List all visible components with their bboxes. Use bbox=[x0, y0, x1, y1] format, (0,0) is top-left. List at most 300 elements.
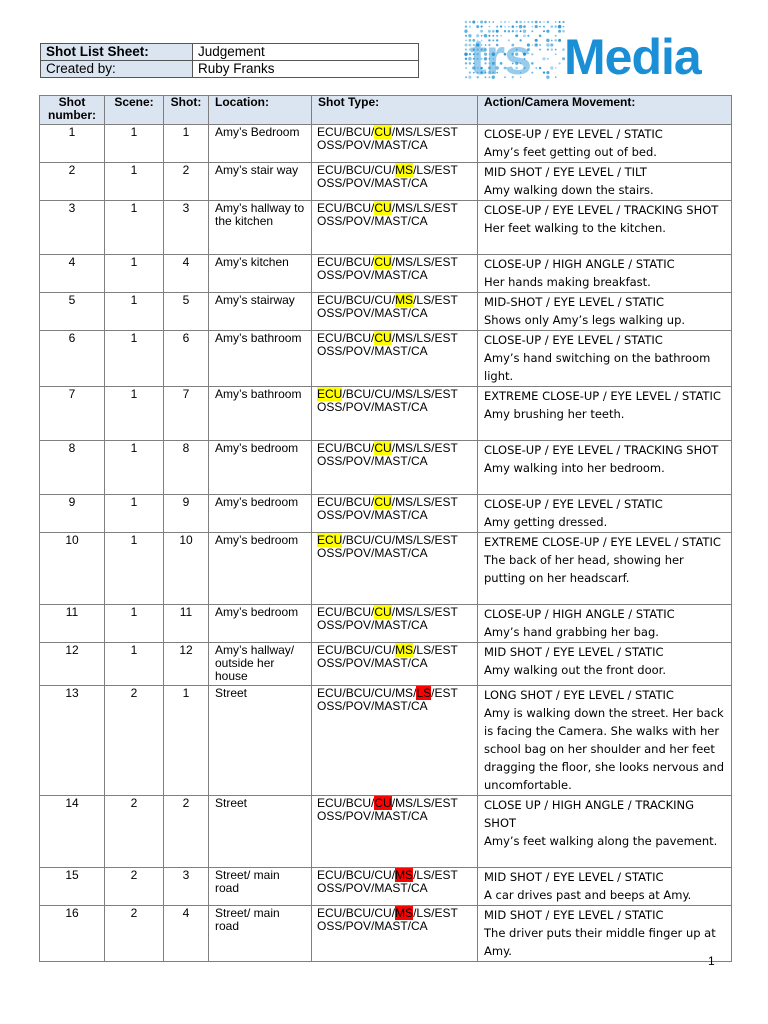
shot-cell: 4 bbox=[164, 255, 209, 293]
scene-cell: 1 bbox=[105, 293, 164, 331]
shot-type-cell bbox=[312, 255, 478, 293]
logo-dot bbox=[477, 21, 478, 22]
logo-dot bbox=[546, 39, 549, 42]
logo-dot bbox=[555, 67, 556, 68]
shot-number-cell: 16 bbox=[40, 906, 105, 962]
shot-type-option: ECU bbox=[317, 643, 343, 657]
logo-prefix-text: trs bbox=[470, 29, 531, 84]
shot-type-cell bbox=[312, 796, 478, 868]
shot-type-selected: CU bbox=[374, 201, 392, 215]
shot-type-selected: MS bbox=[395, 643, 414, 657]
action-cell bbox=[478, 796, 732, 868]
shot-type-option: EST bbox=[434, 331, 458, 345]
logo-dot bbox=[465, 48, 467, 50]
action-heading: EXTREME CLOSE-UP / EYE LEVEL / STATIC bbox=[484, 389, 721, 403]
action-heading: CLOSE-UP / EYE LEVEL / STATIC bbox=[484, 497, 663, 511]
shot-type-option: BCU bbox=[345, 125, 372, 139]
action-heading: CLOSE-UP / HIGH ANGLE / STATIC bbox=[484, 607, 675, 621]
logo-dot bbox=[531, 53, 534, 56]
shot-type-option: MS bbox=[395, 533, 414, 547]
action-heading: CLOSE-UP / EYE LEVEL / TRACKING SHOT bbox=[484, 443, 719, 457]
shot-cell: 1 bbox=[164, 686, 209, 796]
shot-type-option: BCU bbox=[345, 441, 372, 455]
action-heading: MID SHOT / EYE LEVEL / STATIC bbox=[484, 645, 664, 659]
location-cell: Street/ main road bbox=[209, 868, 312, 906]
shot-cell: 4 bbox=[164, 906, 209, 962]
page-number: 1 bbox=[708, 954, 715, 968]
shot-number-cell: 2 bbox=[40, 163, 105, 201]
logo-dot bbox=[551, 40, 553, 42]
shot-type-option: BCU bbox=[345, 201, 372, 215]
shot-type-option: ECU bbox=[317, 255, 343, 269]
shot-type-option: EST bbox=[434, 163, 458, 177]
logo-dot bbox=[547, 58, 549, 60]
shot-type-option: CU bbox=[374, 643, 392, 657]
shot-type-option: BCU bbox=[345, 163, 372, 177]
shot-cell: 2 bbox=[164, 796, 209, 868]
shot-row bbox=[40, 293, 732, 331]
logo-dot bbox=[504, 21, 506, 23]
col-action: Action/Camera Movement: bbox=[478, 96, 732, 125]
action-description: Amy walking into her bedroom. bbox=[484, 461, 665, 475]
scene-cell: 2 bbox=[105, 906, 164, 962]
shot-type-option: BCU bbox=[345, 605, 372, 619]
shot-type-option: EST bbox=[434, 201, 458, 215]
action-heading: EXTREME CLOSE-UP / EYE LEVEL / STATIC bbox=[484, 535, 721, 549]
shot-type-selected: MS bbox=[395, 293, 414, 307]
shot-type-selected: ECU bbox=[317, 387, 343, 401]
action-description: The back of her head, showing her putting on her headscarf. bbox=[484, 553, 684, 585]
logo-dot bbox=[465, 62, 467, 64]
shot-type-option: EST bbox=[434, 643, 458, 657]
logo-dot bbox=[492, 21, 494, 23]
logo-dot bbox=[539, 44, 541, 46]
logo-dot bbox=[555, 76, 557, 78]
shot-type-option: CU bbox=[374, 868, 392, 882]
scene-cell: 2 bbox=[105, 796, 164, 868]
shot-type-option: ECU bbox=[317, 125, 343, 139]
shot-type-option: BCU bbox=[345, 331, 372, 345]
action-description: Amy’s hand switching on the bathroom light. bbox=[484, 351, 711, 383]
shot-type-selected: MS bbox=[395, 906, 414, 920]
shot-row bbox=[40, 201, 732, 255]
logo-dot bbox=[519, 25, 523, 29]
logo-dot bbox=[508, 26, 510, 28]
logo-dot bbox=[550, 25, 553, 28]
scene-cell: 1 bbox=[105, 643, 164, 686]
shot-type-options-line-2: OSS/POV/MAST/CA bbox=[317, 618, 428, 632]
logo-dot bbox=[524, 21, 526, 23]
shot-type-options-line-2: OSS/POV/MAST/CA bbox=[317, 306, 428, 320]
logo-dot bbox=[551, 48, 553, 50]
action-description: Amy brushing her teeth. bbox=[484, 407, 625, 421]
shot-cell: 3 bbox=[164, 868, 209, 906]
shot-type-option: LS bbox=[416, 796, 432, 810]
logo-dot bbox=[550, 66, 553, 69]
shot-number-cell: 9 bbox=[40, 495, 105, 533]
logo-dot bbox=[558, 39, 561, 42]
action-heading: CLOSE-UP / EYE LEVEL / TRACKING SHOT bbox=[484, 203, 719, 217]
shot-type-option: ECU bbox=[317, 495, 343, 509]
logo-dot bbox=[469, 26, 471, 28]
sheet-title: Judgement bbox=[193, 44, 419, 61]
shot-cell: 6 bbox=[164, 331, 209, 387]
shot-type-option: BCU bbox=[345, 255, 372, 269]
shot-row bbox=[40, 125, 732, 163]
shot-type-option: EST bbox=[434, 906, 458, 920]
shot-type-options-line: ECU/BCU/CU/MS/LS/EST bbox=[317, 255, 458, 269]
shot-type-selected: MS bbox=[395, 868, 414, 882]
logo-dot bbox=[516, 21, 518, 23]
logo-dot bbox=[464, 30, 467, 33]
shot-type-option: LS bbox=[416, 163, 432, 177]
shot-type-cell bbox=[312, 643, 478, 686]
shot-type-option: BCU bbox=[345, 533, 372, 547]
shot-number-cell: 5 bbox=[40, 293, 105, 331]
action-description: A car drives past and beeps at Amy. bbox=[484, 888, 692, 902]
location-cell: Amy’s bathroom bbox=[209, 331, 312, 387]
logo-dot bbox=[555, 35, 557, 37]
shot-type-options-line: ECU/BCU/CU/MS/LS/EST bbox=[317, 387, 458, 401]
shot-type-options-line-2: OSS/POV/MAST/CA bbox=[317, 919, 428, 933]
scene-cell: 1 bbox=[105, 495, 164, 533]
logo-dot bbox=[546, 71, 549, 74]
scene-cell: 1 bbox=[105, 331, 164, 387]
shot-type-options-line: ECU/BCU/CU/MS/LS/EST bbox=[317, 163, 458, 177]
action-description: Amy walking down the stairs. bbox=[484, 183, 654, 197]
scene-cell: 1 bbox=[105, 533, 164, 605]
action-heading: CLOSE UP / HIGH ANGLE / TRACKING SHOT bbox=[484, 798, 695, 830]
shot-cell: 3 bbox=[164, 201, 209, 255]
action-cell bbox=[478, 441, 732, 495]
action-description: Amy walking out the front door. bbox=[484, 663, 667, 677]
shot-type-option: CU bbox=[374, 163, 392, 177]
logo-dot bbox=[543, 30, 545, 32]
logo-dot bbox=[535, 25, 538, 28]
shot-type-option: EST bbox=[434, 533, 458, 547]
shot-type-option: BCU bbox=[345, 387, 372, 401]
logo-dot bbox=[535, 67, 537, 69]
shot-number-cell: 7 bbox=[40, 387, 105, 441]
action-cell bbox=[478, 331, 732, 387]
shot-type-option: MS bbox=[395, 605, 414, 619]
logo-dot bbox=[547, 49, 549, 51]
shot-type-option: ECU bbox=[317, 163, 343, 177]
logo-dot bbox=[546, 43, 549, 46]
shot-type-option: EST bbox=[434, 868, 458, 882]
action-description: Her feet walking to the kitchen. bbox=[484, 221, 666, 235]
action-cell bbox=[478, 495, 732, 533]
location-cell: Street bbox=[209, 796, 312, 868]
shot-type-option: BCU bbox=[345, 868, 372, 882]
shot-row bbox=[40, 255, 732, 293]
action-description: Shows only Amy’s legs walking up. bbox=[484, 313, 686, 327]
logo-dot bbox=[543, 26, 545, 28]
location-cell: Amy’s hallway to the kitchen bbox=[209, 201, 312, 255]
shot-number-cell: 12 bbox=[40, 643, 105, 686]
logo-dot bbox=[489, 26, 490, 27]
logo-dot bbox=[543, 21, 545, 23]
shot-type-cell bbox=[312, 868, 478, 906]
shot-type-option: ECU bbox=[317, 906, 343, 920]
shot-type-option: EST bbox=[434, 255, 458, 269]
shot-cell: 1 bbox=[164, 125, 209, 163]
shot-type-options-line-2: OSS/POV/MAST/CA bbox=[317, 138, 428, 152]
action-heading: MID SHOT / EYE LEVEL / TILT bbox=[484, 165, 647, 179]
shot-type-option: LS bbox=[416, 201, 432, 215]
shot-type-option: LS bbox=[416, 387, 432, 401]
logo-dot bbox=[535, 21, 538, 24]
shot-number-cell: 6 bbox=[40, 331, 105, 387]
logo-dot bbox=[465, 67, 467, 69]
logo-dot bbox=[532, 44, 534, 46]
shot-type-selected: ECU bbox=[317, 533, 343, 547]
shot-type-option: CU bbox=[374, 906, 392, 920]
shot-type-option: ECU bbox=[317, 686, 343, 700]
shot-type-option: ECU bbox=[317, 605, 343, 619]
shot-number-cell: 1 bbox=[40, 125, 105, 163]
action-cell bbox=[478, 533, 732, 605]
shot-type-options-line-2: OSS/POV/MAST/CA bbox=[317, 454, 428, 468]
shot-type-option: EST bbox=[434, 125, 458, 139]
logo-dot bbox=[500, 21, 502, 23]
shot-type-option: BCU bbox=[345, 906, 372, 920]
location-cell: Street bbox=[209, 686, 312, 796]
shot-type-option: BCU bbox=[345, 796, 372, 810]
shot-type-option: EST bbox=[434, 441, 458, 455]
logo-dot bbox=[481, 26, 483, 28]
shot-type-selected: CU bbox=[374, 495, 392, 509]
shot-type-cell bbox=[312, 605, 478, 643]
shot-type-option: ECU bbox=[317, 868, 343, 882]
logo-dot bbox=[535, 43, 538, 46]
scene-cell: 2 bbox=[105, 868, 164, 906]
shot-type-option: ECU bbox=[317, 201, 343, 215]
logo-dot bbox=[550, 43, 553, 46]
location-cell: Amy’s bedroom bbox=[209, 533, 312, 605]
logo-dot bbox=[523, 25, 526, 28]
location-cell: Amy’s stair way bbox=[209, 163, 312, 201]
logo-dot bbox=[531, 72, 533, 74]
logo-dot bbox=[563, 26, 565, 28]
location-cell: Amy’s Bedroom bbox=[209, 125, 312, 163]
logo-dot bbox=[504, 26, 506, 28]
shot-cell: 9 bbox=[164, 495, 209, 533]
action-description: Her hands making breakfast. bbox=[484, 275, 651, 289]
logo-dot bbox=[558, 30, 561, 33]
shot-type-options-line: ECU/BCU/CU/MS/LS/EST bbox=[317, 643, 458, 657]
shot-type-options-line-2: OSS/POV/MAST/CA bbox=[317, 546, 428, 560]
shot-type-option: LS bbox=[416, 495, 432, 509]
sheet-info-table bbox=[40, 43, 419, 78]
logo-dot bbox=[539, 21, 541, 23]
shot-cell: 12 bbox=[164, 643, 209, 686]
logo-dot bbox=[496, 26, 498, 28]
location-cell: Amy’s bedroom bbox=[209, 495, 312, 533]
logo-dot bbox=[539, 35, 542, 38]
shot-type-option: CU bbox=[374, 686, 392, 700]
shot-type-option: EST bbox=[434, 387, 458, 401]
shot-cell: 5 bbox=[164, 293, 209, 331]
shot-row bbox=[40, 605, 732, 643]
shot-cell: 7 bbox=[164, 387, 209, 441]
shot-number-cell: 15 bbox=[40, 868, 105, 906]
sheet-label: Shot List Sheet: bbox=[41, 44, 193, 61]
shot-type-option: ECU bbox=[317, 796, 343, 810]
action-cell bbox=[478, 605, 732, 643]
shot-type-option: LS bbox=[416, 331, 432, 345]
shot-type-options-line: ECU/BCU/CU/MS/LS/EST bbox=[317, 293, 458, 307]
shot-type-options-line: ECU/BCU/CU/MS/LS/EST bbox=[317, 605, 458, 619]
col-scene: Scene: bbox=[105, 96, 164, 125]
shot-type-options-line: ECU/BCU/CU/MS/LS/EST bbox=[317, 906, 458, 920]
logo-dot bbox=[489, 21, 490, 22]
shot-type-options-line-2: OSS/POV/MAST/CA bbox=[317, 809, 428, 823]
shot-type-option: CU bbox=[374, 387, 392, 401]
shot-type-selected: CU bbox=[374, 605, 392, 619]
logo-dot bbox=[555, 21, 556, 22]
shot-type-options-line-2: OSS/POV/MAST/CA bbox=[317, 268, 428, 282]
logo-dot bbox=[527, 21, 529, 23]
logo-dot bbox=[472, 20, 475, 23]
shot-type-selected: LS bbox=[416, 686, 432, 700]
scene-cell: 1 bbox=[105, 387, 164, 441]
shot-row bbox=[40, 906, 732, 962]
logo-dot bbox=[554, 39, 556, 41]
shot-type-cell bbox=[312, 686, 478, 796]
shot-type-cell bbox=[312, 331, 478, 387]
location-cell: Amy’s hallway/ outside her house bbox=[209, 643, 312, 686]
action-description: Amy’s feet getting out of bed. bbox=[484, 145, 657, 159]
shot-type-options-line: ECU/BCU/CU/MS/LS/EST bbox=[317, 796, 458, 810]
shot-type-options-line-2: OSS/POV/MAST/CA bbox=[317, 881, 428, 895]
action-cell bbox=[478, 125, 732, 163]
action-heading: MID-SHOT / EYE LEVEL / STATIC bbox=[484, 295, 664, 309]
logo-dot bbox=[531, 62, 534, 65]
shot-row bbox=[40, 163, 732, 201]
action-description: Amy getting dressed. bbox=[484, 515, 608, 529]
shot-type-options-line-2: OSS/POV/MAST/CA bbox=[317, 656, 428, 670]
shot-number-cell: 3 bbox=[40, 201, 105, 255]
logo-dot bbox=[512, 25, 515, 28]
shot-type-selected: CU bbox=[374, 796, 392, 810]
logo-dot bbox=[464, 52, 467, 55]
shot-type-options-line: ECU/BCU/CU/MS/LS/EST bbox=[317, 686, 458, 700]
shot-type-option: MS bbox=[395, 796, 414, 810]
shot-row bbox=[40, 441, 732, 495]
shot-type-option: LS bbox=[416, 906, 432, 920]
action-cell bbox=[478, 868, 732, 906]
logo-dot bbox=[465, 35, 467, 37]
logo-dot bbox=[546, 76, 549, 79]
logo-dot bbox=[516, 26, 517, 27]
shot-type-options-line: ECU/BCU/CU/MS/LS/EST bbox=[317, 201, 458, 215]
logo-dot bbox=[469, 21, 471, 23]
shot-type-cell bbox=[312, 495, 478, 533]
scene-cell: 1 bbox=[105, 255, 164, 293]
logo-dot bbox=[465, 21, 468, 24]
shot-list-table bbox=[39, 95, 732, 962]
logo-dot bbox=[531, 21, 533, 23]
logo-dot bbox=[508, 21, 509, 22]
shot-type-option: MS bbox=[395, 387, 414, 401]
logo-suffix-text: Media bbox=[564, 29, 701, 84]
logo-dot bbox=[539, 49, 541, 51]
shot-type-option: ECU bbox=[317, 441, 343, 455]
shot-type-options-line-2: OSS/POV/MAST/CA bbox=[317, 400, 428, 414]
logo-dot bbox=[480, 20, 483, 23]
shot-type-option: MS bbox=[395, 201, 414, 215]
action-heading: LONG SHOT / EYE LEVEL / STATIC bbox=[484, 688, 674, 702]
shot-type-selected: CU bbox=[374, 441, 392, 455]
shot-type-option: ECU bbox=[317, 293, 343, 307]
logo-dot bbox=[539, 26, 541, 28]
shot-rows bbox=[40, 125, 732, 962]
scene-cell: 1 bbox=[105, 605, 164, 643]
shot-type-cell bbox=[312, 533, 478, 605]
shot-type-option: EST bbox=[434, 605, 458, 619]
shot-type-selected: MS bbox=[395, 163, 414, 177]
shot-type-cell bbox=[312, 163, 478, 201]
action-description: The driver puts their middle finger up at Amy. bbox=[484, 926, 716, 958]
shot-type-selected: CU bbox=[374, 331, 392, 345]
location-cell: Amy’s stairway bbox=[209, 293, 312, 331]
shot-type-options-line: ECU/BCU/CU/MS/LS/EST bbox=[317, 868, 458, 882]
shot-row bbox=[40, 643, 732, 686]
shot-type-option: EST bbox=[434, 686, 458, 700]
shot-type-option: ECU bbox=[317, 331, 343, 345]
action-cell bbox=[478, 686, 732, 796]
logo-dot bbox=[559, 62, 561, 64]
shot-type-cell bbox=[312, 441, 478, 495]
shot-type-selected: CU bbox=[374, 125, 392, 139]
shot-row bbox=[40, 387, 732, 441]
shot-type-options-line-2: OSS/POV/MAST/CA bbox=[317, 176, 428, 190]
action-heading: CLOSE-UP / EYE LEVEL / STATIC bbox=[484, 333, 663, 347]
shot-number-cell: 4 bbox=[40, 255, 105, 293]
action-heading: MID SHOT / EYE LEVEL / STATIC bbox=[484, 908, 664, 922]
shot-type-option: EST bbox=[434, 293, 458, 307]
action-cell bbox=[478, 293, 732, 331]
shot-type-option: LS bbox=[416, 125, 432, 139]
shot-type-option: EST bbox=[434, 796, 458, 810]
created-by-label: Created by: bbox=[41, 61, 193, 78]
shot-type-cell bbox=[312, 201, 478, 255]
scene-cell: 1 bbox=[105, 441, 164, 495]
shot-type-option: MS bbox=[395, 255, 414, 269]
logo-dot bbox=[539, 67, 542, 70]
logo-dot bbox=[531, 30, 533, 32]
shot-type-cell bbox=[312, 293, 478, 331]
shot-type-options-line: ECU/BCU/CU/MS/LS/EST bbox=[317, 533, 458, 547]
shot-type-option: CU bbox=[374, 293, 392, 307]
logo-dot bbox=[465, 40, 467, 42]
logo-dot bbox=[558, 25, 562, 29]
shot-type-options-line-2: OSS/POV/MAST/CA bbox=[317, 699, 428, 713]
logo-dot bbox=[519, 21, 522, 24]
shot-cell: 11 bbox=[164, 605, 209, 643]
shot-type-selected: CU bbox=[374, 255, 392, 269]
logo-dot bbox=[542, 57, 545, 60]
shot-cell: 2 bbox=[164, 163, 209, 201]
action-heading: CLOSE-UP / EYE LEVEL / STATIC bbox=[484, 127, 663, 141]
shot-type-options-line-2: OSS/POV/MAST/CA bbox=[317, 214, 428, 228]
shot-type-option: LS bbox=[416, 533, 432, 547]
logo-dot bbox=[465, 76, 467, 78]
shot-type-options-line-2: OSS/POV/MAST/CA bbox=[317, 508, 428, 522]
action-description: Amy’s hand grabbing her bag. bbox=[484, 625, 659, 639]
action-cell bbox=[478, 643, 732, 686]
